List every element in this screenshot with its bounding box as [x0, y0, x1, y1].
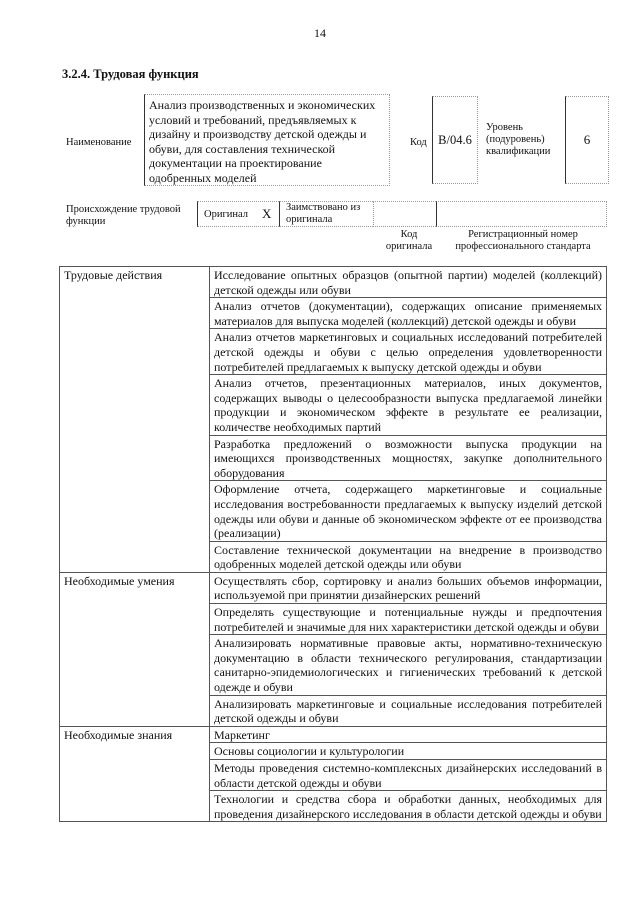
list-item: Анализ отчетов, презентационных материалов, иных документов, содержащих выводы о целесообразности выпуска предлагаемой линейки продукции и экономическом эффекте в результате ее реализации, количестве необходимых партий	[210, 375, 607, 435]
code-original-caption: Код оригинала	[385, 229, 433, 252]
code-original-cell	[373, 201, 436, 227]
table-row	[60, 726, 607, 743]
name-label: Наименование	[66, 137, 132, 148]
page-number: 14	[314, 26, 326, 40]
labor-function-table	[59, 266, 607, 822]
list-item: Исследование опытных образцов (опытной партии) моделей (коллекций) детской одежды или обуви	[210, 267, 607, 298]
list-item: Разработка предложений о возможности выпуска продукции на имеющихся производственных мощностях, закупке дополнительного оборудования	[210, 435, 607, 481]
section-heading: 3.2.4. Трудовая функция	[62, 67, 199, 81]
origin-label: Происхождение трудовой функции	[66, 204, 181, 227]
borrowed-label: Заимствовано из оригинала	[279, 201, 373, 227]
function-name-value: Анализ производственных и экономических условий и требований, предъявляемых к дизайну и производству детской одежды и обуви, для составления технической документации на проектирование одобренных моделей	[144, 94, 390, 186]
table-row	[60, 267, 607, 298]
reg-number-caption: Регистрационный номер профессионального стандарта	[455, 229, 591, 252]
original-label: Оригинал	[204, 209, 248, 220]
list-item: Технологии и средства сбора и обработки данных, необходимых для проведения дизайнерского исследования в области детской одежды и обуви	[210, 791, 607, 822]
original-mark: X	[262, 206, 272, 221]
list-item: Анализировать маркетинговые и социальные исследования потребителей детской одежды и обуви	[210, 695, 607, 726]
code-label: Код	[410, 137, 427, 148]
list-item: Методы проведения системно-комплексных дизайнерских исследований в области детской одежды и обуви	[210, 760, 607, 791]
list-item: Осуществлять сбор, сортировку и анализ больших объемов информации, используемой при принятии дизайнерских решений	[210, 572, 607, 603]
level-value: 6	[565, 96, 609, 184]
level-label: Уровень (подуровень) квалификации	[486, 122, 551, 157]
reg-number-cell	[436, 201, 607, 227]
list-item: Составление технической документации на внедрение в производство одобренных моделей детской одежды или обуви	[210, 541, 607, 572]
list-item: Основы социологии и культурологии	[210, 743, 607, 760]
list-item: Анализ отчетов маркетинговых и социальных исследований потребителей детской одежды и обуви с целью определения удовлетворенности потребителей предлагаемых к выпуску детской одежды и обуви	[210, 329, 607, 375]
list-item: Определять существующие и потенциальные нужды и предпочтения потребителей и значимые для них характеристики детской одежды и обуви	[210, 604, 607, 635]
section-title-knowledge: Необходимые знания	[60, 726, 210, 822]
list-item: Маркетинг	[210, 726, 607, 743]
list-item: Оформление отчета, содержащего маркетинговые и социальные исследования востребованности предлагаемых к выпуску изделий детской одежды или обуви и данные об экономическом эффекте от ее производства (реализации)	[210, 481, 607, 541]
code-value: В/04.6	[432, 96, 478, 184]
table-row	[60, 572, 607, 603]
original-cell	[197, 201, 279, 227]
list-item: Анализ отчетов (документации), содержащих описание применяемых материалов для выпуска моделей (коллекций) детской одежды и обуви	[210, 298, 607, 329]
list-item: Анализировать нормативные правовые акты, нормативно-техническую документацию в области технического регулирования, стандартизации санитарно-эпидемиологических и гигиенических требований к детской одежде и обуви	[210, 635, 607, 695]
section-title-actions: Трудовые действия	[60, 267, 210, 573]
section-title-skills: Необходимые умения	[60, 572, 210, 726]
